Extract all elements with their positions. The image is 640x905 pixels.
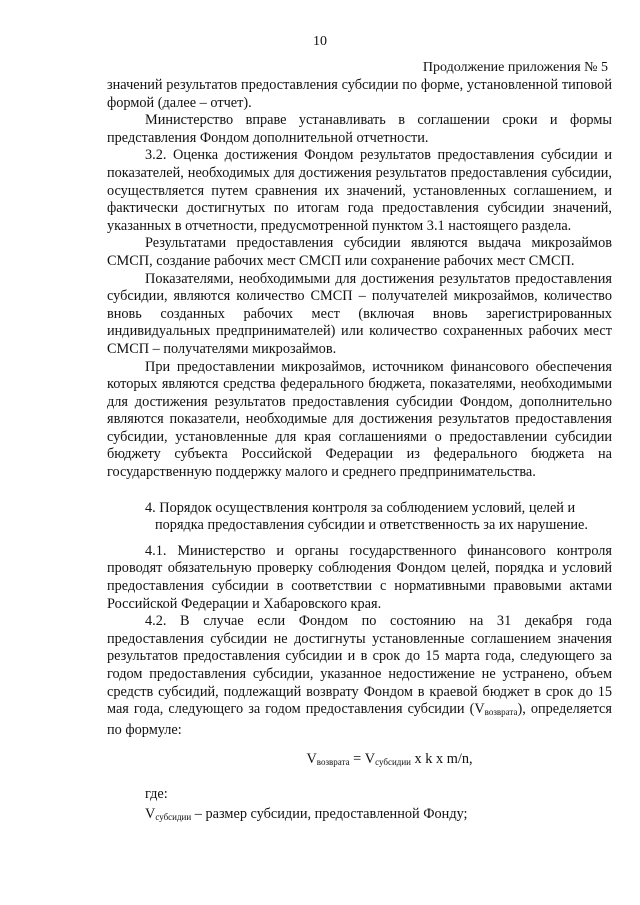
section-heading-line: 4. Порядок осуществления контроля за соблюдением условий, целей и	[145, 499, 576, 516]
section-heading	[107, 500, 612, 535]
subscript: субсидии	[375, 757, 411, 768]
section-heading-line: порядка предоставления субсидии и ответственность за их нарушение.	[155, 517, 588, 534]
formula-symbol: V	[145, 805, 156, 822]
paragraph	[107, 613, 612, 739]
paragraph: 3.2. Оценка достижения Фондом результатов предоставления субсидии и показателей, необходимых для достижения результатов предоставления субсидии, осуществляется путем сравнения их значений, установленных соглашением, и фактически достигнутых по итогам года предоставления субсидии значений, указанных в отчетности, предусмотренной пунктом 3.1 настоящего раздела.	[107, 147, 612, 234]
continuation-label: Продолжение приложения № 5	[422, 60, 608, 75]
paragraph: Показателями, необходимыми для достижения результатов предоставления субсидии, являются количество СМСП – получателей микрозаймов, количество вновь созданных рабочих мест (включая вновь зарегистрированных индивидуальных предпринимателей) или количество сохраненных рабочих мест СМСП – получателями микрозаймов.	[107, 270, 612, 357]
document-body	[107, 77, 612, 826]
formula-symbol: x k x m/n,	[410, 751, 473, 768]
paragraph: значений результатов предоставления субсидии по форме, установленной типовой формой (далее – отчет).	[107, 77, 612, 111]
where-label: где:	[145, 785, 168, 802]
formula-symbol: = V	[349, 751, 376, 768]
paragraph: 4.1. Министерство и органы государственного финансового контроля проводят обязательную проверку соблюдения Фондом целей, порядка и условий предоставления субсидии в соответствии с нормативными правовыми актами Российской Федерации и Хабаровского края.	[107, 542, 612, 612]
subscript: субсидии	[155, 811, 192, 822]
formula-symbol: V	[306, 751, 317, 768]
paragraph-text: ), определяется по формуле:	[107, 701, 612, 738]
paragraph-text: 4.2. В случае если Фондом по состоянию на 31 декабря года предоставления субсидии не достигнуты установленные соглашением значения результатов предоставления субсидии и в срок до 15 марта года, следующего за годом предоставления субсидии, указанное недостижение не устранено, объем средств субсидий, подлежащий возврату Фондом в краевой бюджет в срок до 15 мая года, следующего за годом предоставления субсидии (V	[107, 613, 612, 718]
subscript: возврата	[484, 707, 518, 718]
definition-text: – размер субсидии, предоставленной Фонду;	[191, 805, 468, 822]
definition	[145, 806, 612, 827]
paragraph: Министерство вправе устанавливать в соглашении сроки и формы представления Фондом дополнительной отчетности.	[107, 112, 612, 146]
paragraph: Результатами предоставления субсидии являются выдача микрозаймов СМСП, создание рабочих мест СМСП или сохранение рабочих мест СМСП.	[107, 235, 612, 269]
subscript: возврата	[316, 757, 350, 768]
page-number: 10	[313, 34, 327, 49]
formula	[167, 751, 612, 772]
paragraph: При предоставлении микрозаймов, источником финансового обеспечения которых являются средства федерального бюджета, показателями, необходимыми для достижения результатов предоставления субсидии Фондом, дополнительно являются показатели, необходимые для достижения результатов предоставления субсидии, установленные для края соглашениями о предоставлении субсидии бюджету субъекта Российской Федерации из федерального бюджета на государственную поддержку малого и среднего предпринимательства.	[107, 358, 612, 481]
